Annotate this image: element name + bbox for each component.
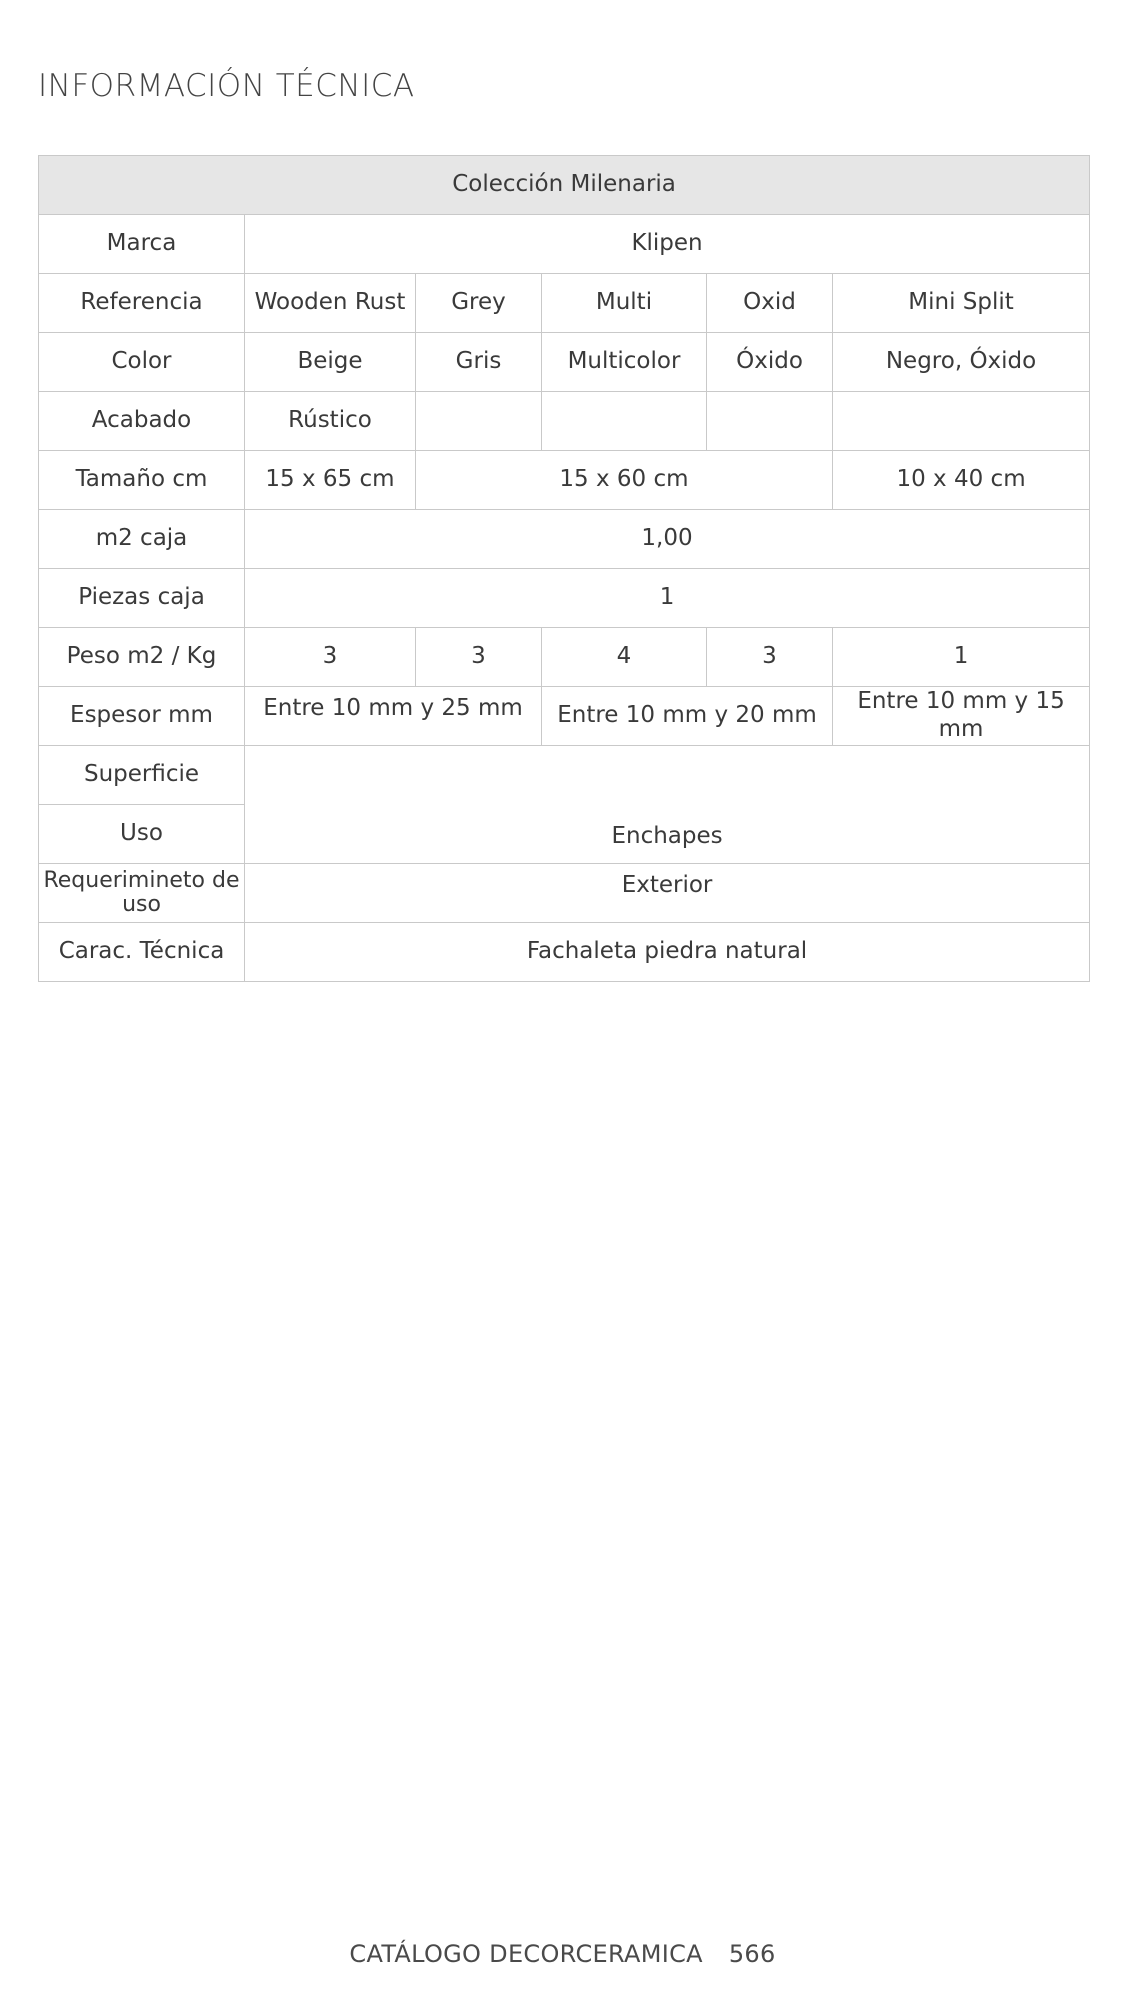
page-title: INFORMACIÓN TÉCNICA	[38, 68, 415, 104]
color-value-4: Óxido	[707, 333, 833, 392]
row-label-requerimiento: Requerimineto de uso	[39, 864, 245, 923]
row-label-referencia: Referencia	[39, 274, 245, 333]
technical-info-table	[38, 155, 1090, 982]
referencia-value-4: Oxid	[707, 274, 833, 333]
acabado-value-2	[416, 392, 542, 451]
acabado-value-1: Rústico	[245, 392, 416, 451]
acabado-value-5	[833, 392, 1090, 451]
table-row-color	[39, 333, 1090, 392]
collection-name: Colección Milenaria	[39, 156, 1090, 215]
acabado-value-4	[707, 392, 833, 451]
table-row-acabado	[39, 392, 1090, 451]
peso-value-1: 3	[245, 628, 416, 687]
peso-value-4: 3	[707, 628, 833, 687]
marca-value: Klipen	[245, 215, 1090, 274]
color-value-5: Negro, Óxido	[833, 333, 1090, 392]
table-row-espesor	[39, 687, 1090, 746]
referencia-value-5: Mini Split	[833, 274, 1090, 333]
page-number: 566	[728, 1940, 776, 1968]
peso-value-5: 1	[833, 628, 1090, 687]
tamano-value-1: 15 x 65 cm	[245, 451, 416, 510]
table-header-row	[39, 156, 1090, 215]
requerimiento-value: Exterior	[245, 864, 1090, 923]
peso-value-2: 3	[416, 628, 542, 687]
row-label-peso: Peso m2 / Kg	[39, 628, 245, 687]
piezas-caja-value: 1	[245, 569, 1090, 628]
row-label-m2-caja: m2 caja	[39, 510, 245, 569]
uso-value: Enchapes	[245, 746, 1090, 864]
carac-value: Fachaleta piedra natural	[245, 923, 1090, 982]
color-value-2: Gris	[416, 333, 542, 392]
color-value-3: Multicolor	[542, 333, 707, 392]
referencia-value-1: Wooden Rust	[245, 274, 416, 333]
table-row-m2-caja	[39, 510, 1090, 569]
table-row-carac	[39, 923, 1090, 982]
table-row-marca	[39, 215, 1090, 274]
table-row-referencia	[39, 274, 1090, 333]
espesor-value-3: Entre 10 mm y 15 mm	[833, 687, 1090, 746]
table-row-peso	[39, 628, 1090, 687]
row-label-superficie: Superficie	[39, 746, 245, 805]
row-label-carac: Carac. Técnica	[39, 923, 245, 982]
row-label-espesor: Espesor mm	[39, 687, 245, 746]
row-label-tamano: Tamaño cm	[39, 451, 245, 510]
table-row-piezas-caja	[39, 569, 1090, 628]
tamano-value-3: 10 x 40 cm	[833, 451, 1090, 510]
row-label-color: Color	[39, 333, 245, 392]
table-row-requerimiento	[39, 864, 1090, 923]
acabado-value-3	[542, 392, 707, 451]
peso-value-3: 4	[542, 628, 707, 687]
referencia-value-2: Grey	[416, 274, 542, 333]
row-label-piezas-caja: Piezas caja	[39, 569, 245, 628]
referencia-value-3: Multi	[542, 274, 707, 333]
m2-caja-value: 1,00	[245, 510, 1090, 569]
page-footer	[0, 1940, 1125, 1968]
tamano-value-2: 15 x 60 cm	[416, 451, 833, 510]
row-label-marca: Marca	[39, 215, 245, 274]
espesor-value-1: Entre 10 mm y 25 mm	[245, 687, 542, 746]
table-row-superficie	[39, 746, 1090, 805]
catalog-name: CATÁLOGO DECORCERAMICA	[349, 1940, 703, 1968]
row-label-uso: Uso	[39, 805, 245, 864]
espesor-value-2: Entre 10 mm y 20 mm	[542, 687, 833, 746]
row-label-acabado: Acabado	[39, 392, 245, 451]
color-value-1: Beige	[245, 333, 416, 392]
table-row-tamano	[39, 451, 1090, 510]
